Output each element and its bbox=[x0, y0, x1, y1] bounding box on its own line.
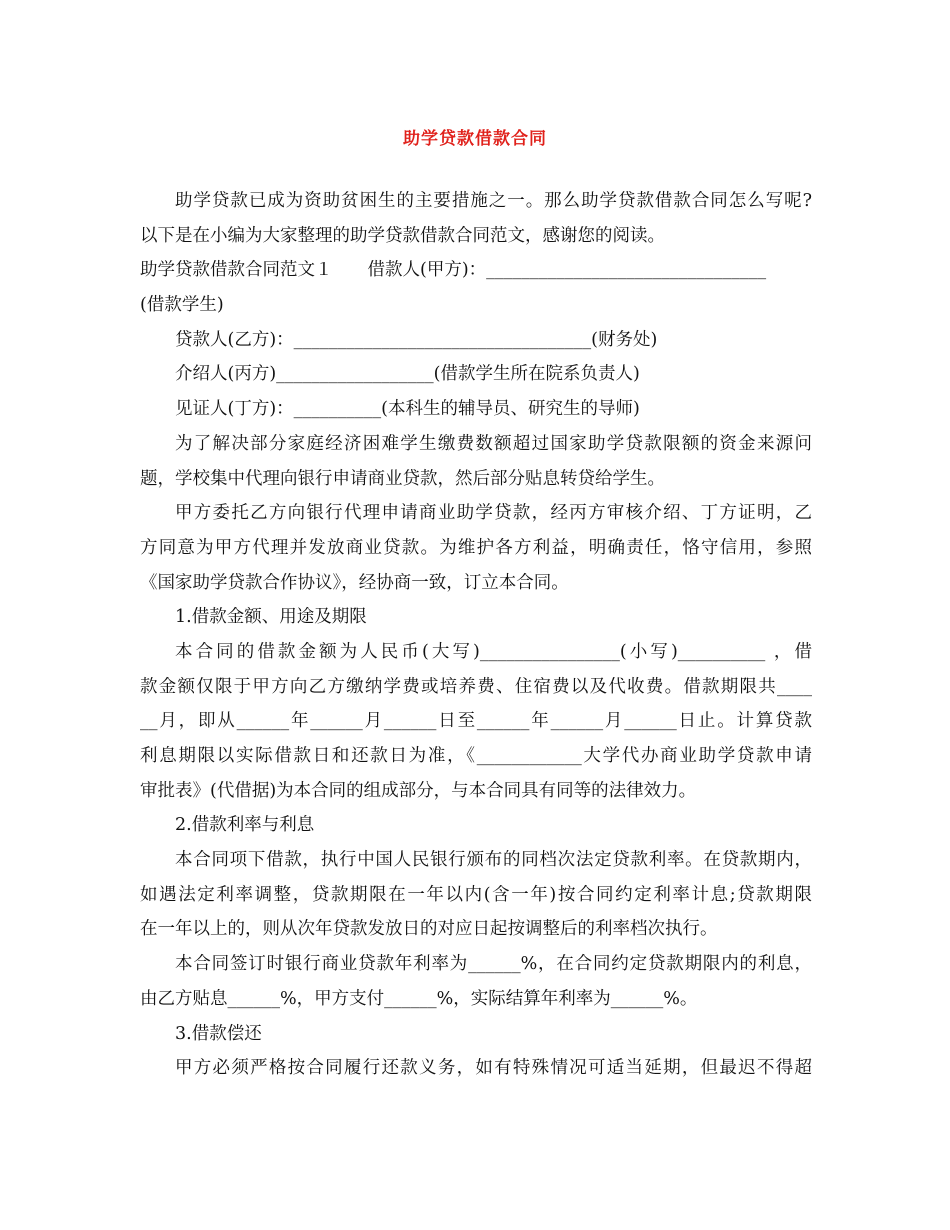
paragraph-line: 以下是在小编为大家整理的助学贷款借款合同范文，感谢您的阅读。 bbox=[140, 225, 665, 246]
paragraph-line: 本合同项下借款，执行中国人民银行颁布的同档次法定贷款利率。在贷款期内， bbox=[175, 850, 812, 871]
paragraph-line: 题，学校集中代理向银行申请商业贷款，然后部分贴息转贷给学生。 bbox=[140, 468, 665, 489]
paragraph-line: 本合同的借款金额为人民币(大写)________________(小写)__________ ，借 bbox=[175, 641, 812, 662]
paragraph-line: 款金额仅限于甲方向乙方缴纳学费或培养费、住宿费以及代收费。借款期限共____ bbox=[140, 676, 812, 697]
paragraph-line: 由乙方贴息______%，甲方支付______%，实际结算年利率为______%。 bbox=[140, 988, 698, 1009]
paragraph-line: 在一年以上的，则从次年贷款发放日的对应日起按调整后的利率档次执行。 bbox=[140, 919, 718, 940]
document-title: 助学贷款借款合同 bbox=[403, 129, 547, 149]
paragraph-line: 助学贷款已成为资助贫困生的主要措施之一。那么助学贷款借款合同怎么写呢? bbox=[175, 191, 812, 211]
paragraph-line: 本合同签订时银行商业贷款年利率为______%，在合同约定贷款期限内的利息， bbox=[175, 954, 812, 975]
paragraph-line: 甲方必须严格按合同履行还款义务，如有特殊情况可适当延期，但最迟不得超 bbox=[175, 1058, 812, 1079]
section-heading: 1.借款金额、用途及期限 bbox=[175, 607, 367, 628]
paragraph-line: 助学贷款借款合同范文１ 借款人(甲方)：________________________________ bbox=[140, 260, 767, 281]
section-heading: 3.借款偿还 bbox=[175, 1023, 262, 1044]
paragraph-line: 《国家助学贷款合作协议》，经协商一致，订立本合同。 bbox=[140, 572, 569, 593]
section-heading: 2.借款利率与利息 bbox=[175, 815, 315, 836]
paragraph-line: 审批表》(代借据)为本合同的组成部分，与本合同具有同等的法律效力。 bbox=[140, 780, 697, 801]
paragraph-line: 利息期限以实际借款日和还款日为准，《____________大学代办商业助学贷款申请 bbox=[140, 746, 812, 766]
paragraph-line: 贷款人(乙方)：__________________________________(财务处) bbox=[175, 329, 658, 350]
paragraph-line: 如遇法定利率调整，贷款期限在一年以内(含一年)按合同约定利率计息;贷款期限 bbox=[140, 884, 812, 905]
paragraph-line: (借款学生) bbox=[140, 295, 224, 316]
document-body bbox=[140, 184, 812, 1086]
paragraph-line: 见证人(丁方)：__________(本科生的辅导员、研究生的导师) bbox=[175, 399, 640, 420]
paragraph-line: 方同意为甲方代理并发放商业贷款。为维护各方利益，明确责任，恪守信用，参照 bbox=[140, 537, 812, 558]
paragraph-line: 甲方委托乙方向银行代理申请商业助学贷款，经丙方审核介绍、丁方证明，乙 bbox=[175, 503, 812, 524]
paragraph-line: 为了解决部分家庭经济困难学生缴费数额超过国家助学贷款限额的资金来源问 bbox=[175, 433, 812, 454]
paragraph-line: 介绍人(丙方)__________________(借款学生所在院系负责人) bbox=[175, 364, 640, 385]
paragraph-line: __月，即从______年______月______日至______年______月______日止。计算贷款 bbox=[140, 711, 812, 732]
